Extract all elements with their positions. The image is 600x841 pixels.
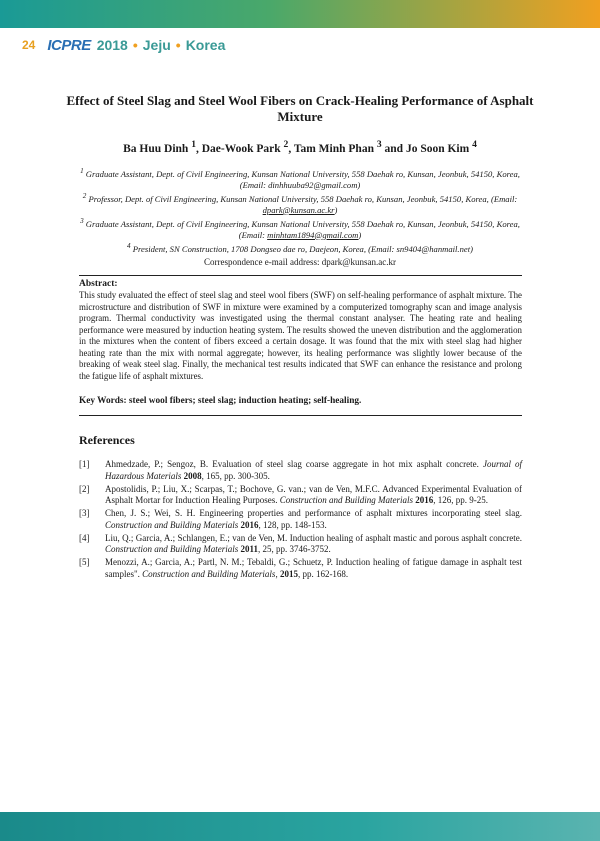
paper-title: Effect of Steel Slag and Steel Wool Fibers on Crack-Healing Performance of Asphalt Mixture	[66, 93, 534, 124]
conference-logo: ICPRE	[47, 36, 91, 54]
reference-item: [5] Menozzi, A.; Garcia, A.; Partl, N. M.; Tebaldi, G.; Schuetz, P. Induction healing of fatigue damage in asphalt test samples". Construction and Building Materials, 2015, pp. 162-168.	[79, 557, 522, 579]
page-number: 24	[22, 38, 36, 52]
email-link[interactable]: dpark@kunsan.ac.kr	[262, 204, 335, 215]
divider	[79, 415, 522, 416]
reference-item: [2] Apostolidis, P.; Liu, X.; Scarpas, T.; Bochove, G. van.; van de Ven, M.F.C. Advanced Experimental Evaluation of Asphalt Mortar for Induction Healing Purposes. Construction and Building Materials 2016, 126, pp. 9-25.	[79, 483, 522, 505]
top-color-band	[0, 0, 600, 28]
references-heading: References	[79, 433, 135, 447]
affiliation: $^4$ President, SN Construction, 1708 Dongseo dae ro, Daejeon, Korea, (Email: sn9404@hanmail.net)	[127, 241, 473, 254]
conference-header	[22, 35, 225, 55]
author: Jo Soon Kim	[405, 142, 470, 155]
author-list: Ba Huu Dinh $^1$, Dae-Wook Park $^2$, Tam Minh Phan $^3$ and Jo Soon Kim $^4$	[123, 139, 477, 155]
conference-event: 2018 • Jeju • Korea	[96, 37, 226, 53]
reference-item: [4] Liu, Q.; Garcia, A.; Schlangen, E.; van de Ven, M. Induction healing of asphalt mastic and porous asphalt concrete. Construction and Building Materials 2011, 25, pp. 3746-3752.	[79, 532, 522, 554]
reference-item: [3] Chen, J. S.; Wei, S. H. Engineering properties and performance of asphalt mixtures incorporating steel slag. Construction and Building Materials 2016, 128, pp. 148-153.	[79, 508, 522, 530]
abstract-body: This study evaluated the effect of steel slag and steel wool fibers (SWF) on self-healing performance of asphalt mixture. The microstructure and distribution of SWF in mixture were examined by a computerized tomography scan and image analysis program. Thermal conductivity was investigated using the thermal constant analyser. The heating rate and healing performance were measured by induction heating system. The results showed the uneven distribution and the agglomeration in the mixtures when the content of fibers exceed a certain dosage. It was found that the mix with steel slag had higher heating rate than the mix with normal aggregate; however, its healing performance was slightly lower because of the breaking of weak steel slag. Finally, the mechanical test results indicated that SWF can enhance the resistance and prolong the fatigue life of asphalt mixtures.	[79, 290, 522, 381]
email-link[interactable]: minhtam1894@gmail.com	[267, 229, 359, 240]
email-link[interactable]: sn9404@hanmail.net	[396, 243, 471, 254]
reference-item: [1] Ahmedzade, P.; Sengoz, B. Evaluation of steel slag coarse aggregate in hot mix asphalt concrete. Journal of Hazardous Materials 2008, 165, pp. 300-305.	[79, 459, 523, 481]
author: Tam Minh Phan	[293, 142, 374, 155]
correspondence: Correspondence e-mail address: dpark@kunsan.ac.kr	[204, 257, 396, 267]
bottom-color-band	[0, 812, 600, 841]
affiliation: $^2$ Professor, Dept. of Civil Engineering, Kunsan National University, 558 Daehak ro, Kunsan, Jeonbuk, 54150, Korea, (Email: dpark@kunsan.ac.kr)	[82, 191, 518, 215]
affiliation: $^3$ Graduate Assistant, Dept. of Civil Engineering, Kunsan National University, 558 Daehak ro, Kunsan, Jeonbuk, 54150, Korea, (Email: minhtam1894@gmail.com)	[80, 216, 520, 240]
divider	[79, 275, 522, 276]
email-link[interactable]: dinhhuuba92@gmail.com	[268, 179, 358, 190]
abstract-heading: Abstract:	[79, 279, 118, 289]
author: Ba Huu Dinh	[123, 142, 189, 155]
author: Dae-Wook Park	[201, 142, 281, 155]
reference-list	[79, 459, 522, 582]
affiliation: $^1$ Graduate Assistant, Dept. of Civil Engineering, Kunsan National University, 558 Daehak ro, Kunsan, Jeonbuk, 54150, Korea, (Email: dinhhuuba92@gmail.com)	[80, 167, 520, 190]
affiliations	[80, 166, 520, 254]
keywords: Key Words: steel wool fibers; steel slag; induction heating; self-healing.	[79, 396, 362, 406]
